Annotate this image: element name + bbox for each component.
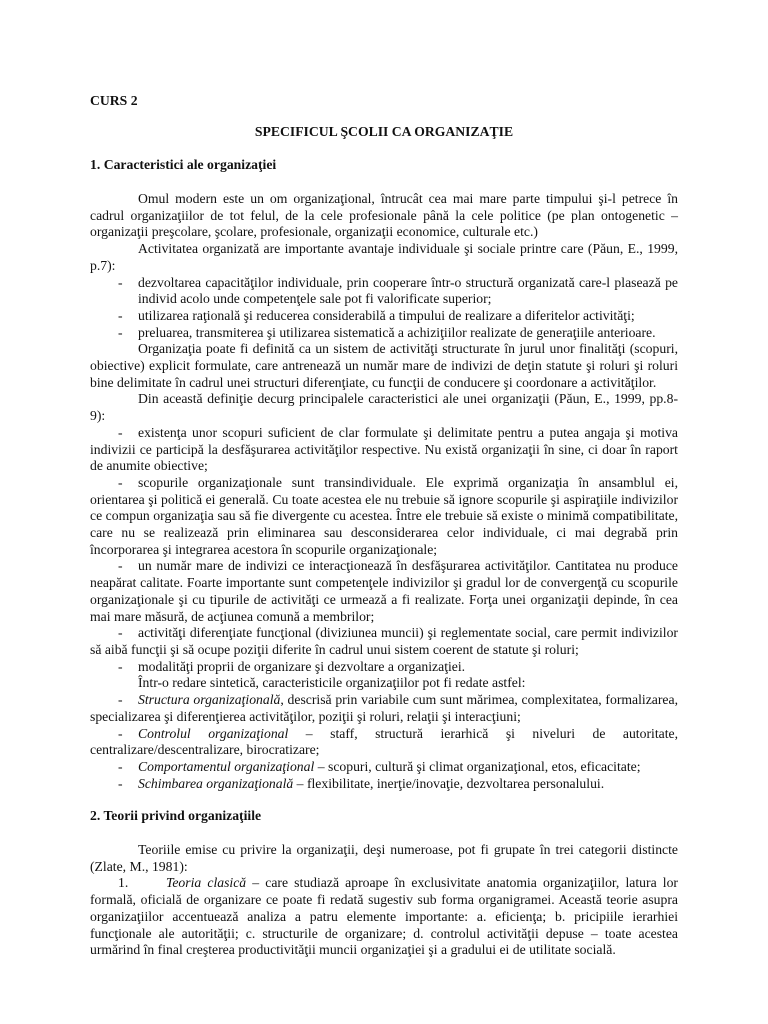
list-item: - Controlul organizaţional – staff, structură ierarhică şi niveluri de autoritate, centralizare/descentralizare, birocratizare; — [90, 725, 678, 758]
list-item: - Structura organizaţională, descrisă prin variabile cum sunt mărimea, complexitatea, formalizarea, specializarea şi diferenţierea activităţilor, poziţii şi roluri, relaţii şi interacţiuni; — [90, 692, 678, 724]
term: Teoria clasică — [166, 875, 247, 891]
section-1-heading: 1. Caracteristici ale organizaţiei — [90, 157, 277, 172]
list-item: - Schimbarea organizaţională – flexibilitate, inerţie/inovaţie, dezvoltarea personalului. — [118, 775, 605, 791]
dash-bullet: - — [118, 658, 123, 674]
term: Schimbarea organizaţională — [138, 775, 294, 791]
term: Controlul organizaţional — [138, 725, 289, 741]
paragraph: Organizaţia poate fi definită ca un sistem de activităţi structurate în jurul unor finalităţi (scopuri, obiective) explicit formulate, care antrenează un număr mare de indivizi de deţin statute şi roluri şi roluri bine delimitate în cadrul unei structuri diferenţiate, cu funcţii de conducere şi coordonare a activităţilor. — [90, 341, 678, 390]
item-number: 1. — [118, 875, 129, 891]
list-item: - modalităţi proprii de organizare şi dezvoltare a organizaţiei. — [118, 658, 466, 674]
dash-bullet: - — [118, 692, 123, 708]
list-item: - Comportamentul organizaţional – scopuri, cultură şi climat organizaţional, etos, eficacitate; — [118, 758, 641, 774]
dash-bullet: - — [118, 474, 123, 490]
list-item: - preluarea, transmiterea şi utilizarea sistematică a achiziţiilor realizate de generaţiile anterioare. — [118, 324, 656, 340]
list-item: - dezvoltarea capacităţilor individuale, prin cooperare într-o structură organizată care-l plasează pe individ acolo unde competenţele sale pot fi valorificate superior; — [118, 274, 678, 307]
paragraph: Teoriile emise cu privire la organizaţii, deşi numeroase, pot fi grupate în trei categorii distincte (Zlate, M., 1981): — [90, 842, 678, 874]
list-item: - activităţi diferenţiate funcţional (diviziunea muncii) şi reglementate social, care permit indivizilor să aibă funcţii şi să ocupe poziţii diferite în cadrul unui sistem coerent de statute şi roluri; — [90, 625, 678, 657]
dash-bullet: - — [118, 725, 123, 741]
paragraph: Din această definiţie decurg principalele caracteristici ale unei organizaţii (Păun, E., 1999, pp.8-9): — [90, 391, 678, 424]
dash-bullet: - — [118, 625, 123, 641]
list-item: - existenţa unor scopuri suficient de clar formulate şi delimitate pentru a putea angaja şi motiva indivizii ce participă la desfăşurarea activităţilor respective. Nu există organizaţii în sine, ci doar în raport de anumite obiective; — [90, 424, 678, 474]
paragraph: Într-o redare sintetică, caracteristicile organizaţiilor pot fi redate astfel: — [138, 675, 526, 691]
dash-bullet: - — [118, 775, 123, 791]
term: Comportamentul organizaţional — [138, 758, 315, 774]
paragraph: Omul modern este un om organizaţional, întrucât cea mai mare parte timpului şi-l petrece în cadrul organizaţiilor de tot felul, de la cele profesionale până la cele politice (pe plan ontogenetic – organizaţii preşcolare, şcolare, profesionale, organizaţii economice, culturale etc.) — [90, 191, 678, 240]
paragraph: Activitatea organizată are importante avantaje individuale şi sociale printre care (Păun, E., 1999, p.7): — [90, 241, 678, 273]
dash-bullet: - — [118, 558, 123, 574]
list-item: - scopurile organizaţionale sunt transindividuale. Ele exprimă organizaţia în ansamblul ei, orientarea şi politică ei generală. Cu toate acestea ele nu trebuie să ignore scopurile şi aspiraţiile indivizilor ce compun organizaţia sau să fie divergente cu acestea. Între ele trebuie să existe o minimă compatibilitate, care nu se realizează prin eliminarea sau desconsiderarea celor individuale, ci mai degrabă prin încorporarea şi integrarea acestora în scopurile organizaţionale; — [90, 474, 678, 557]
list-item: - utilizarea raţională şi reducerea considerabilă a timpului de realizare a diferitelor activităţi; — [118, 307, 635, 323]
document-title: SPECIFICUL ŞCOLII CA ORGANIZAŢIE — [254, 124, 514, 139]
dash-bullet: - — [118, 307, 123, 323]
dash-bullet: - — [118, 324, 123, 340]
section-2-heading: 2. Teorii privind organizaţiile — [90, 808, 262, 823]
section-2-body — [90, 842, 678, 959]
dash-bullet: - — [118, 274, 123, 290]
term: Structura organizaţională — [138, 692, 281, 708]
dash-bullet: - — [118, 758, 123, 774]
course-label: CURS 2 — [90, 93, 138, 108]
section-1-body — [90, 191, 678, 792]
numbered-item: 1. Teoria clasică – care studiază aproape în exclusivitate anatomia organizaţiilor, latura lor formală, oficială de organizare ce poate fi redată sugestiv sub forma organigramei. Această teorie asupra organizaţiilor accentuează analiza a patru elemente importante: a. eficienţa; b. pricipiile ierarhiei funcţionale ale autorităţii; c. structurile de organizare; d. controlul activităţii depuse – toate acestea urmărind în final creşterea productivităţii muncii organizaţiei şi a gradului ei de utilitate socială. — [90, 875, 678, 958]
dash-bullet: - — [118, 424, 123, 440]
list-item: - un număr mare de indivizi ce interacţionează în desfăşurarea activităţilor. Cantitatea nu produce neapărat calitate. Foarte importante sunt competenţele indivizilor şi gradul lor de convergenţă cu scopurile organizaţionale şi cu tipurile de activităţi ce urmează a fi realizate. Forţa unei organizaţii depinde, în cea mai mare măsură, de acţiunea comună a membrilor; — [90, 558, 678, 624]
